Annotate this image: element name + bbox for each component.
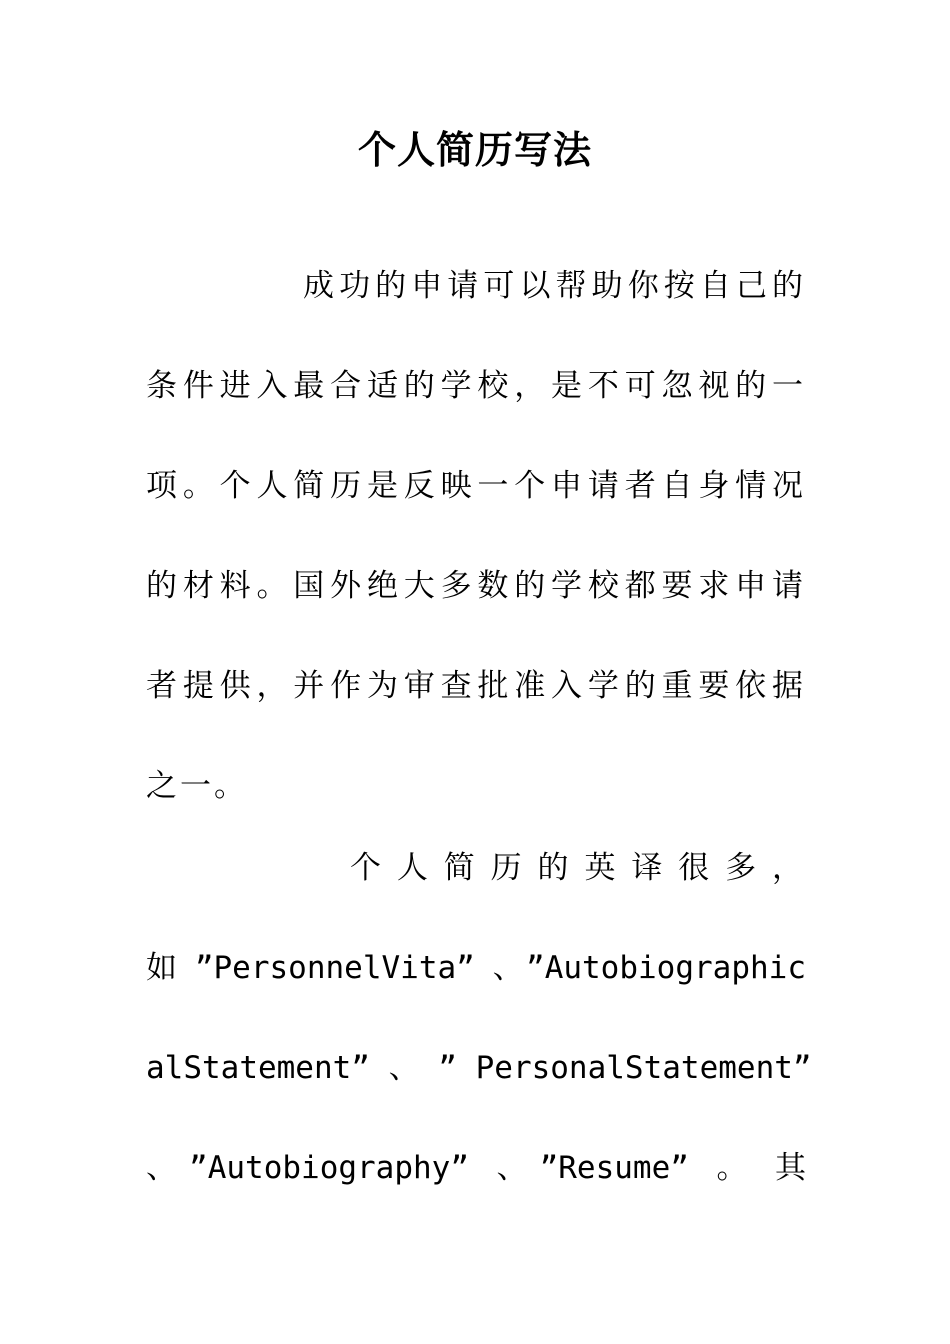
paragraph-line: 条件进入最合适的学校，是不可忽视的一 — [146, 368, 806, 404]
paragraph-line: 成功的申请可以帮助你按自己的 — [303, 268, 806, 304]
paragraph-line: 如”PersonnelVita”、”Autobiographic — [146, 950, 806, 986]
paragraph-line: 项。个人简历是反映一个申请者自身情况 — [146, 468, 806, 504]
paragraph-line: 者提供，并作为审查批准入学的重要依据 — [146, 668, 806, 704]
paragraph-line: 的材料。国外绝大多数的学校都要求申请 — [146, 568, 806, 604]
document-title: 个人简历写法 — [357, 127, 592, 172]
paragraph-line: alStatement” 、 ” PersonalStatement” — [146, 1050, 812, 1086]
paragraph-line: 个 人 简 历 的 英 译 很 多 ， — [350, 850, 806, 886]
paragraph-line: 之一。 — [146, 768, 248, 804]
paragraph-line: 、”Autobiography”、”Resume”。其 — [146, 1150, 806, 1186]
